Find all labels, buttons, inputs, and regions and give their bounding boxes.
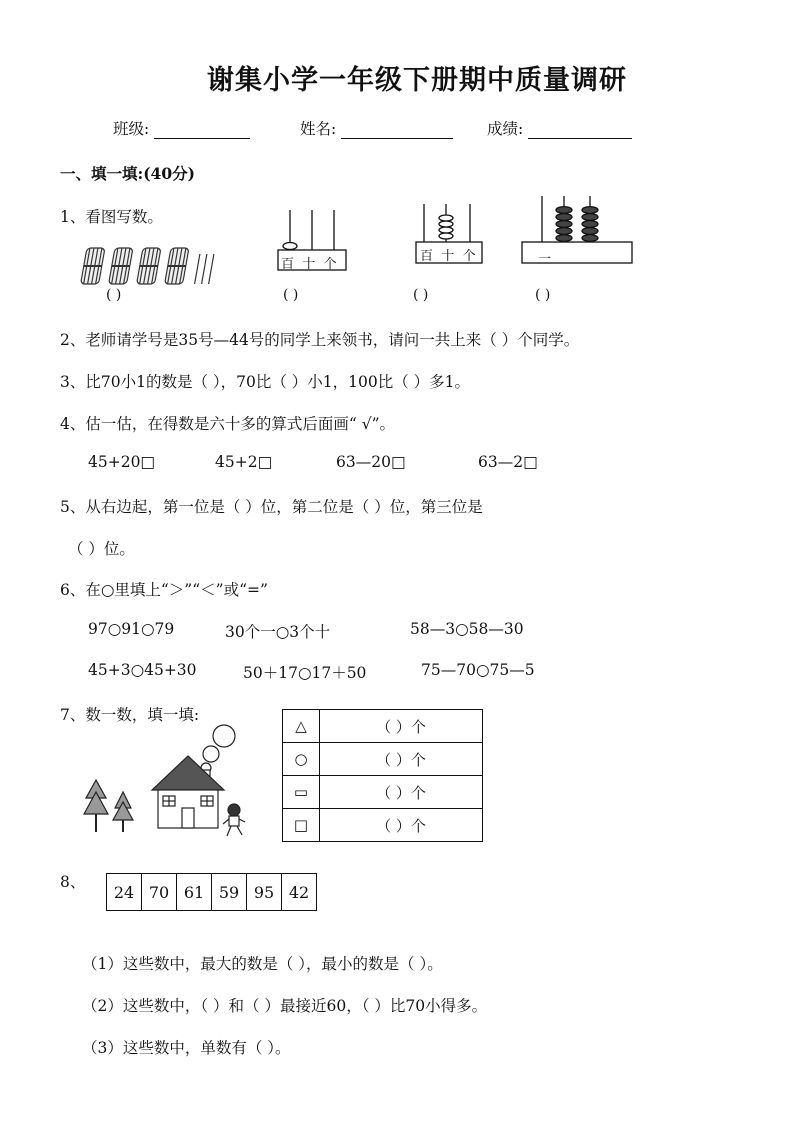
count-table (282, 709, 483, 842)
question-4: 4、估一估，在得数是六十多的算式后面画“ √”。 (60, 415, 396, 433)
count-table-wrap (282, 709, 483, 842)
table-row (107, 874, 317, 911)
square-icon: □ (283, 809, 320, 842)
compare-item[interactable]: 45+3○45+30 (88, 661, 197, 679)
number-cell: 24 (107, 874, 142, 911)
abacus-label-tens: 十 (302, 257, 316, 272)
score-field (487, 117, 632, 139)
sticks-bundles-image (76, 242, 226, 290)
compare-item[interactable]: 58—3○58—30 (410, 620, 524, 638)
question-2: 2、老师请学号是35号—44号的同学上来领书，请问一共上来（ ）个同学。 (60, 331, 580, 349)
question-7: 7、数一数，填一填: (60, 706, 200, 724)
question-5-line-1: 5、从右边起，第一位是（ ）位，第二位是（ ）位，第三位是 (60, 498, 483, 516)
number-cell: 61 (177, 874, 212, 911)
compare-item[interactable]: 50＋17○17＋50 (243, 664, 367, 682)
score-label: 成绩: (487, 120, 524, 138)
score-blank[interactable] (528, 122, 632, 139)
numbers-table (106, 873, 317, 911)
question-1: 1、看图写数。 (60, 208, 163, 226)
table-row (283, 776, 483, 809)
circle-icon: ○ (283, 743, 320, 776)
question-8-sub-2: （2）这些数中，（ ）和（ ）最接近60，（ ）比70小得多。 (82, 997, 488, 1015)
question-6: 6、在○里填上“＞”“＜”或“=” (60, 581, 268, 599)
circle-count-answer[interactable]: （ ）个 (320, 743, 483, 776)
class-blank[interactable] (154, 122, 250, 139)
abacus-label-hundreds: 百 (281, 257, 295, 272)
name-field (300, 117, 453, 139)
triangle-count-answer[interactable]: （ ）个 (320, 710, 483, 743)
abacus-1-labels (281, 253, 337, 272)
question-8: 8、 (60, 873, 86, 891)
number-cell: 70 (142, 874, 177, 911)
house-scene-image (80, 722, 250, 844)
question-3: 3、比70小1的数是（ ），70比（ ）小1，100比（ ）多1。 (60, 373, 471, 391)
rectangle-count-answer[interactable]: （ ）个 (320, 776, 483, 809)
question-8-sub-1: （1）这些数中，最大的数是（ ），最小的数是（ ）。 (82, 955, 443, 973)
rectangle-icon: ▭ (283, 776, 320, 809)
square-count-answer[interactable]: （ ）个 (320, 809, 483, 842)
compare-item[interactable]: 75—70○75—5 (421, 661, 535, 679)
abacus-label-ones: 个 (462, 249, 476, 264)
number-cell: 95 (247, 874, 282, 911)
estimate-item[interactable]: 63—2□ (478, 453, 538, 471)
abacus-2-labels (420, 245, 476, 264)
name-label: 姓名: (300, 120, 337, 138)
estimate-item[interactable]: 63—20□ (336, 453, 406, 471)
compare-item[interactable]: 30个一○3个十 (225, 623, 331, 641)
answer-paren-4[interactable]: ( ) (535, 287, 551, 303)
name-blank[interactable] (341, 122, 453, 139)
estimate-item[interactable]: 45+20□ (88, 453, 156, 471)
question-5-line-2: （ ）位。 (68, 540, 135, 558)
abacus-label-tens: 十 (441, 249, 455, 264)
table-row (283, 809, 483, 842)
number-cell: 59 (212, 874, 247, 911)
answer-paren-2[interactable]: ( ) (283, 287, 299, 303)
abacus-label-hundreds: 百 (420, 249, 434, 264)
page-title: 谢集小学一年级下册期中质量调研 (207, 65, 627, 96)
abacus-3-label: 一 (538, 252, 552, 267)
abacus-label-ones: 个 (323, 257, 337, 272)
class-field (113, 117, 250, 139)
estimate-item[interactable]: 45+2□ (215, 453, 273, 471)
question-8-sub-3: （3）这些数中，单数有（ ）。 (82, 1039, 291, 1057)
section-heading: 一、填一填:(40分) (60, 164, 195, 183)
answer-paren-1[interactable]: ( ) (106, 287, 122, 303)
triangle-icon: △ (283, 710, 320, 743)
class-label: 班级: (113, 120, 150, 138)
table-row (283, 710, 483, 743)
compare-item[interactable]: 97○91○79 (88, 620, 175, 638)
numbers-table-wrap (106, 873, 317, 911)
number-cell: 42 (282, 874, 317, 911)
table-row (283, 743, 483, 776)
answer-paren-3[interactable]: ( ) (413, 287, 429, 303)
